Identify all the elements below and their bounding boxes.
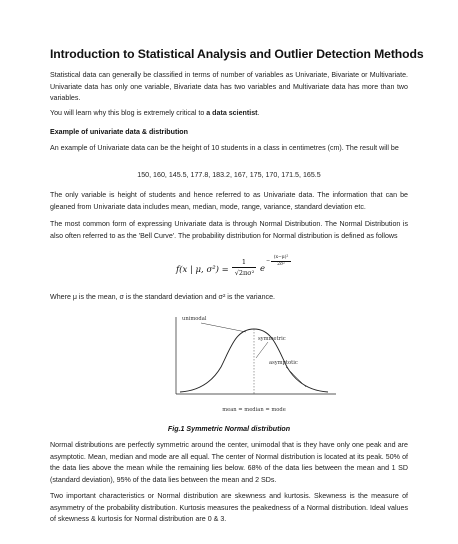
subheading-univariate: Example of univariate data & distribution [50, 128, 188, 136]
paragraph-classification: Statistical data can generally be classified in terms of number of variables as Univariate, Bivariate or Multivariate. Univariate data has only one variable, Bivariate data has two variables and Multivariate data has more than two variables. [50, 71, 408, 103]
label-unimodal: unimodal [182, 316, 207, 322]
formula-exp-numerator: (x−μ)² [273, 255, 289, 260]
formula-exp-denominator: 2σ² [277, 262, 285, 267]
arrow-unimodal [201, 323, 246, 332]
data-values-line: 150, 160, 145.5, 177.8, 183.2, 167, 175, 170, 171.5, 165.5 [137, 171, 321, 179]
label-mean-median-mode: mean = median = mode [222, 407, 286, 413]
paragraph-normal-properties: Normal distributions are perfectly symmetric around the center, unimodal that is they have only one peak and are asymptotic. Mean, median and mode are all equal. The center of Normal distribution is located at its peak. 50% of the data lies above the mean while the remaining lies below. 68% of the data lies between the mean and 1 SD (standard deviation), 95% of the data lies between the mean and 2 SDs. [50, 441, 408, 484]
normal-distribution-figure [166, 312, 414, 422]
formula-fraction-bar [232, 267, 256, 268]
arrow-symmetric [256, 342, 268, 358]
formula-numerator: 1 [241, 258, 247, 266]
formula-exp-sign: − [266, 258, 271, 264]
text-prefix: You will learn why this blog is extremely critical to [50, 109, 207, 117]
paragraph-where-mu: Where μ is the mean, σ is the standard deviation and σ² is the variance. [50, 293, 275, 301]
text-suffix: . [257, 109, 260, 117]
paragraph-skewness-kurtosis: Two important characteristics or Normal distribution are skewness and kurtosis. Skewness is the measure of asymmetry of the probability distribution. Kurtosis measures the peakedness of a Normal distribution. Ideal values of skewness & kurtosis for Normal distribution are 0 & 3. [50, 492, 408, 524]
paragraph-blog-critical [50, 108, 408, 120]
figure-caption: Fig.1 Symmetric Normal distribution [167, 425, 291, 433]
paragraph-normal-distribution: The most common form of expressing Univariate data is through Normal Distribution. The Normal Distribution is also often referred to as the 'Bell Curve'. The probability distribution for Normal distribution is defined as follows [50, 220, 408, 240]
document-title: Introduction to Statistical Analysis and Outlier Detection Methods [50, 47, 424, 61]
paragraph-example: An example of Univariate data can be the height of 10 students in a class in centimetres (cm). The result will be [50, 144, 399, 152]
text-bold: a data scientist [206, 109, 258, 117]
label-asymptotic: asymptotic [269, 360, 298, 366]
formula-e: e [260, 264, 266, 274]
arrow-asymptotic [286, 367, 306, 387]
formula-denominator: √2πσ² [234, 269, 255, 277]
formula-lhs: f(x | μ, σ²) = [176, 265, 229, 275]
figure-axes [176, 317, 336, 394]
label-symmetric: symmetric [258, 336, 286, 342]
paragraph-variable: The only variable is height of students and hence referred to as Univariate data. The information that can be gleaned from Univariate data includes mean, median, mode, range, variance, standard deviation etc. [50, 191, 408, 211]
normal-distribution-formula [176, 254, 316, 290]
